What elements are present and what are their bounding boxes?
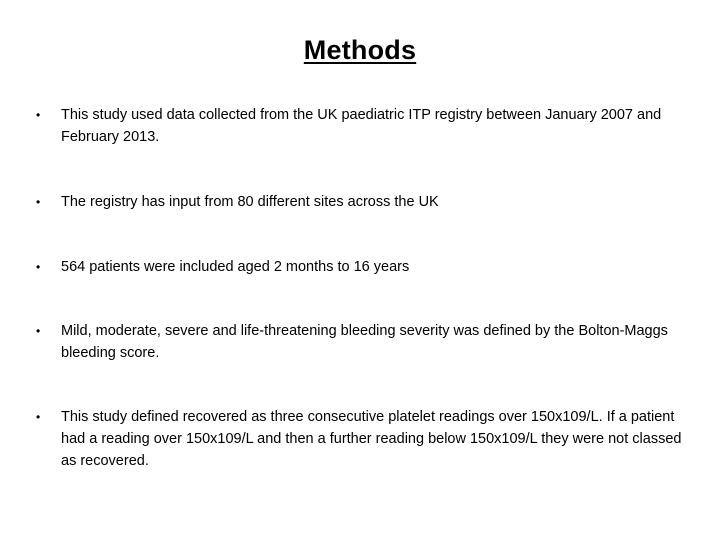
bullet-item-recovery-definition	[36, 406, 686, 472]
bullet-item-patients	[36, 256, 686, 278]
bullet-item-data-source	[36, 104, 686, 148]
bullet-icon: •	[36, 260, 41, 274]
bullet-icon: •	[36, 195, 41, 209]
bullet-item-severity	[36, 320, 686, 364]
bullet-item-sites	[36, 191, 686, 213]
bullet-text: The registry has input from 80 different sites across the UK	[61, 194, 439, 210]
bullet-text: 564 patients were included aged 2 months to 16 years	[61, 259, 410, 275]
bullet-icon: •	[36, 410, 41, 424]
bullet-icon: •	[36, 324, 41, 338]
bullet-text: Mild, moderate, severe and life-threatening bleeding severity was defined by the Bolton-Maggs bleeding score.	[61, 323, 668, 361]
bullet-text: This study defined recovered as three consecutive platelet readings over 150x109/L. If a patient had a reading over 150x109/L and then a further reading below 150x109/L they were not classed as recovered.	[61, 409, 682, 469]
bullet-text: This study used data collected from the UK paediatric ITP registry between January 2007 and February 2013.	[61, 107, 662, 145]
slide-title: Methods	[303, 35, 417, 65]
bullet-icon: •	[36, 108, 41, 122]
